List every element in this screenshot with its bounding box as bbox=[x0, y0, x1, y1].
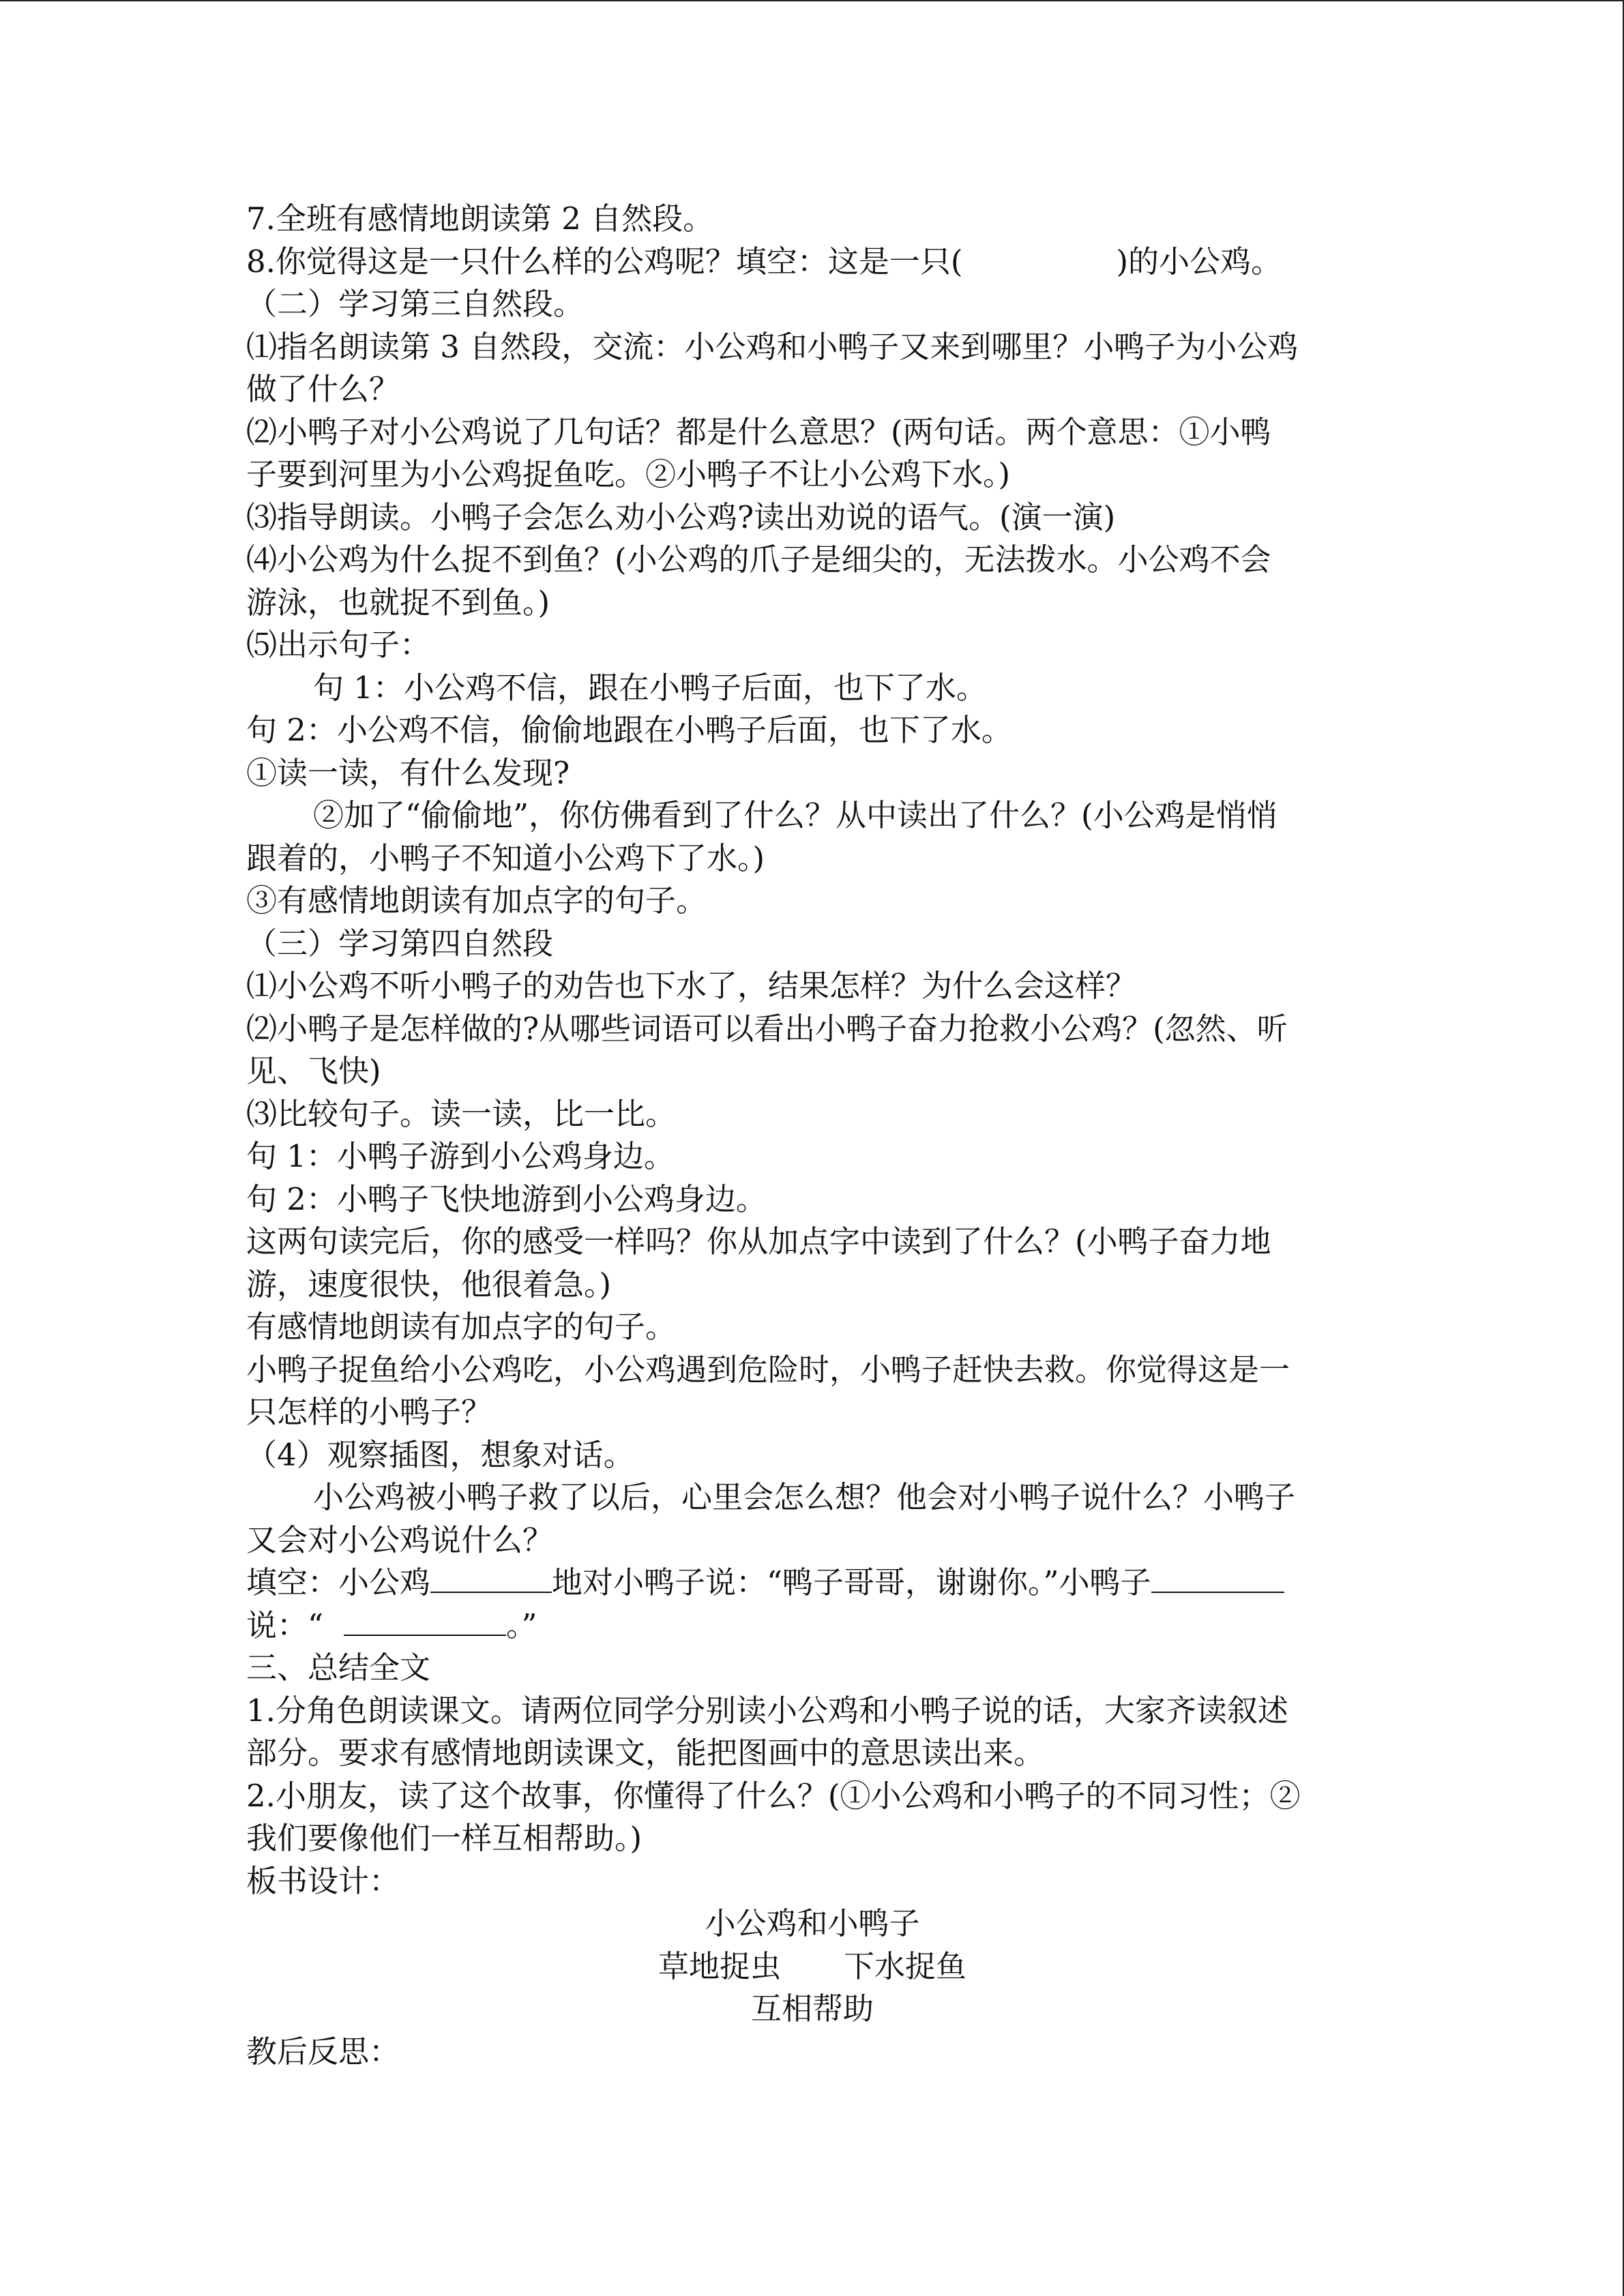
text-line: ⑶指导朗读。小鸭子会怎么劝小公鸡?读出劝说的语气。(演一演) bbox=[246, 498, 1116, 535]
text-line: 1.分角色朗读课文。请两位同学分别读小公鸡和小鸭子说的话，大家齐读叙述 bbox=[246, 1692, 1288, 1729]
text-line: 小鸭子捉鱼给小公鸡吃，小公鸡遇到危险时，小鸭子赶快去救。你觉得这是一 bbox=[246, 1351, 1290, 1388]
text-line: ⑵小鸭子对小公鸡说了几句话？都是什么意思？(两句话。两个意思：①小鸭 bbox=[246, 413, 1271, 450]
text-line: 见、飞快) bbox=[246, 1053, 381, 1089]
text-line: 句 2：小公鸡不信，偷偷地跟在小鸭子后面，也下了水。 bbox=[246, 712, 1012, 748]
blank-underline bbox=[430, 1562, 552, 1593]
text-line: 2.小朋友，读了这个故事，你懂得了什么？(①小公鸡和小鸭子的不同习性；② bbox=[246, 1777, 1301, 1814]
document-body bbox=[246, 198, 1378, 2073]
fill-text: 。” bbox=[506, 1607, 537, 1643]
board-row bbox=[246, 1945, 1378, 1988]
board-left: 草地捉虫 bbox=[658, 1948, 781, 1984]
text-line: 跟着的，小鸭子不知道小公鸡下了水。) bbox=[246, 839, 765, 876]
text-line: 句 2：小鸭子飞快地游到小公鸡身边。 bbox=[246, 1180, 767, 1217]
text-line: 8.你觉得这是一只什么样的公鸡呢？填空：这是一只( )的小公鸡。 bbox=[246, 243, 1282, 280]
fill-text: 说：“ bbox=[246, 1607, 324, 1643]
board-bottom: 互相帮助 bbox=[750, 1991, 874, 2027]
blank-underline bbox=[344, 1605, 506, 1636]
text-line: 句 1：小鸭子游到小公鸡身边。 bbox=[246, 1138, 675, 1174]
blank-underline bbox=[1151, 1562, 1284, 1593]
text-line: 只怎样的小鸭子？ bbox=[246, 1394, 492, 1430]
text-line: 小公鸡被小鸭子救了以后，心里会怎么想？他会对小鸭子说什么？小鸭子 bbox=[313, 1479, 1296, 1515]
section-heading: 三、总结全文 bbox=[246, 1650, 431, 1686]
text-line: ⑶比较句子。读一读，比一比。 bbox=[246, 1095, 677, 1132]
text-line: 有感情地朗读有加点字的句子。 bbox=[246, 1309, 677, 1345]
section-heading: （三）学习第四自然段 bbox=[246, 925, 554, 961]
section-heading: （二）学习第三自然段。 bbox=[246, 286, 585, 322]
text-line: 又会对小公鸡说什么？ bbox=[246, 1521, 554, 1558]
text-line: （4）观察插图，想象对话。 bbox=[246, 1436, 634, 1473]
text-line: 这两句读完后，你的感受一样吗？你从加点字中读到了什么？(小鸭子奋力地 bbox=[246, 1223, 1271, 1259]
text-line: ①读一读，有什么发现? bbox=[246, 754, 570, 791]
text-line: ②加了“偷偷地”，你仿佛看到了什么？从中读出了什么？(小公鸡是悄悄 bbox=[313, 797, 1278, 833]
text-line: 7.全班有感情地朗读第 2 自然段。 bbox=[246, 200, 714, 237]
reflection-label: 教后反思： bbox=[246, 2033, 400, 2070]
text-line: ⑴小公鸡不听小鸭子的劝告也下水了，结果怎样？为什么会这样？ bbox=[246, 968, 1137, 1004]
board-right: 下水捉鱼 bbox=[844, 1948, 967, 1984]
fill-text: 地对小鸭子说：“鸭子哥哥，谢谢你。”小鸭子 bbox=[552, 1564, 1151, 1600]
text-line: ③有感情地朗读有加点字的句子。 bbox=[246, 882, 707, 919]
text-line: 板书设计： bbox=[246, 1862, 400, 1899]
fill-in-line bbox=[246, 1562, 1378, 1605]
text-line: 游，速度很快，他很着急。) bbox=[246, 1266, 612, 1302]
text-line: 子要到河里为小公鸡捉鱼吃。②小鸭子不让小公鸡下水。) bbox=[246, 456, 1011, 492]
fill-in-line bbox=[246, 1605, 1378, 1648]
text-line: 部分。要求有感情地朗读课文，能把图画中的意思读出来。 bbox=[246, 1735, 1045, 1771]
text-line: 我们要像他们一样互相帮助。) bbox=[246, 1820, 643, 1856]
board-title: 小公鸡和小鸭子 bbox=[705, 1905, 920, 1941]
text-line: ⑴指名朗读第 3 自然段，交流：小公鸡和小鸭子又来到哪里？小鸭子为小公鸡 bbox=[246, 328, 1299, 365]
fill-text: 填空：小公鸡 bbox=[246, 1564, 431, 1600]
text-line: ⑸出示句子： bbox=[246, 627, 431, 663]
text-line: 做了什么？ bbox=[246, 371, 400, 407]
text-line: 句 1：小公鸡不信，跟在小鸭子后面，也下了水。 bbox=[313, 669, 987, 706]
text-line: ⑷小公鸡为什么捉不到鱼？(小公鸡的爪子是细尖的，无法拨水。小公鸡不会 bbox=[246, 541, 1271, 578]
text-line: ⑵小鸭子是怎样做的?从哪些词语可以看出小鸭子奋力抢救小公鸡？(忽然、听 bbox=[246, 1010, 1288, 1047]
text-line: 游泳，也就捉不到鱼。) bbox=[246, 584, 550, 621]
